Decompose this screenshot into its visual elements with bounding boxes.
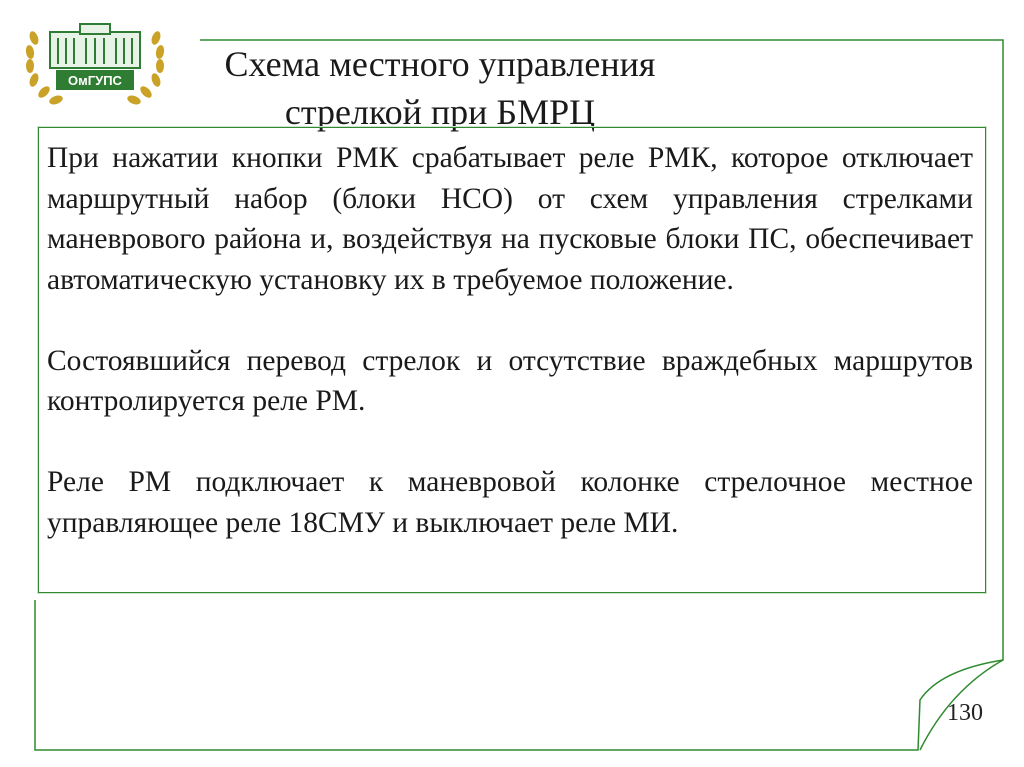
content-box xyxy=(38,127,986,593)
slide-title: Схема местного управления стрелкой при БМРЦ xyxy=(224,44,656,132)
logo-text: ОмГУПС xyxy=(68,73,122,88)
paragraph-3: Реле РМ подключает к маневровой колонке стрелочное местное управляющее реле 18СМУ и выключает реле МИ. xyxy=(47,466,973,539)
building-icon xyxy=(50,24,140,68)
paragraph-1: При нажатии кнопки РМК срабатывает реле РМК, которое отключает маршрутный набор (блоки НСО) от схем управления стрелками маневрового района и, воздействуя на пусковые блоки ПС, обеспечивает автоматическую установку их в требуемое положение. xyxy=(47,142,973,296)
omgups-logo xyxy=(20,18,170,110)
page-number: 130 xyxy=(947,700,983,726)
paragraph-2: Состоявшийся перевод стрелок и отсутствие враждебных маршрутов контролируется реле РМ. xyxy=(47,344,973,417)
